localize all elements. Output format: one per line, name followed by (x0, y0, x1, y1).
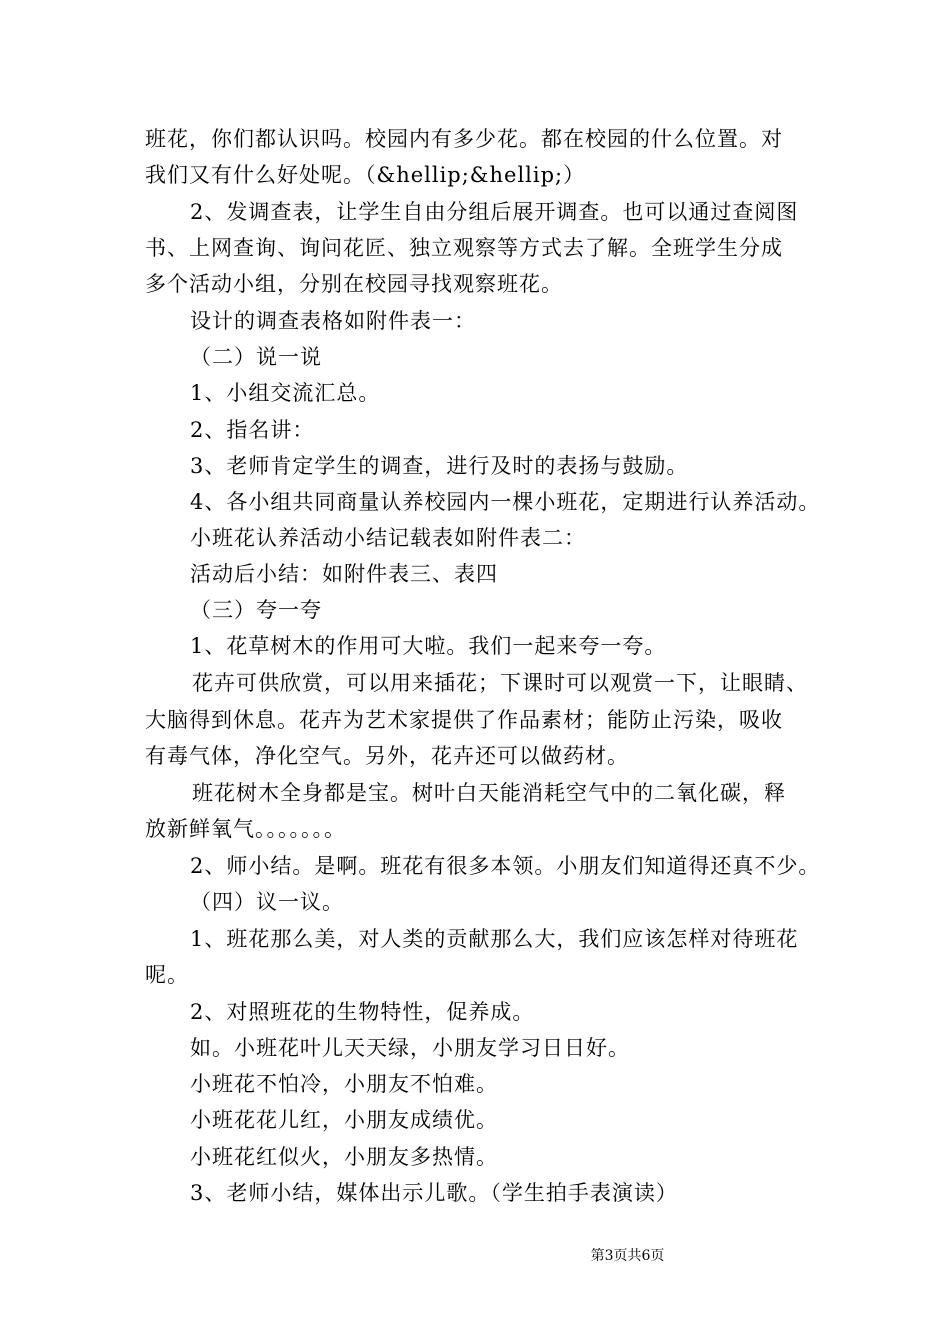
paragraph-line: 2、发调查表，让学生自由分组后展开调查。也可以通过查阅图 (190, 200, 799, 224)
paragraph-line: 花卉可供欣赏，可以用来插花；下课时可以观赏一下，让眼睛、 (192, 671, 808, 695)
section-heading: （三）夸一夸 (190, 598, 322, 622)
paragraph-line: 小班花不怕冷，小朋友不怕难。 (190, 1072, 498, 1096)
paragraph-line: 小班花花儿红，小朋友成绩优。 (190, 1108, 498, 1132)
paragraph-line: 1、小组交流汇总。 (190, 381, 381, 405)
paragraph-line: 小班花认养活动小结记载表如附件表二： (190, 526, 586, 550)
paragraph-line: 1、花草树木的作用可大啦。我们一起来夸一夸。 (190, 634, 667, 658)
paragraph-line: 3、老师小结，媒体出示儿歌。（学生拍手表演读） (190, 1181, 678, 1205)
paragraph-line: 有毒气体，净化空气。另外，花卉还可以做药材。 (145, 744, 629, 768)
section-heading: （四）议一议。 (190, 890, 344, 914)
paragraph-line: 2、指名讲： (190, 418, 315, 442)
paragraph-line: 1、班花那么美，对人类的贡献那么大，我们应该怎样对待班花 (190, 927, 799, 951)
paragraph-line: 3、老师肯定学生的调查，进行及时的表扬与鼓励。 (190, 454, 689, 478)
paragraph-line: 班花，你们都认识吗。校园内有多少花。都在校园的什么位置。对 (145, 127, 783, 151)
paragraph-line: 多个活动小组，分别在校园寻找观察班花。 (145, 272, 563, 296)
paragraph-line: 放新鲜氧气。。。。。。。 (145, 817, 346, 841)
paragraph-line: 我们又有什么好处呢。（&hellip;&hellip;） (145, 163, 586, 187)
paragraph-line: 活动后小结：如附件表三、表四 (190, 562, 498, 586)
paragraph-line: 如。小班花叶儿天天绿，小朋友学习日日好。 (190, 1036, 630, 1060)
paragraph-line: 班花树木全身都是宝。树叶白天能消耗空气中的二氧化碳，释 (192, 781, 786, 805)
paragraph-line: 2、对照班花的生物特性，促养成。 (190, 1000, 535, 1024)
paragraph-line: 大脑得到休息。花卉为艺术家提供了作品素材；能防止污染，吸收 (145, 708, 783, 732)
section-heading: （二）说一说 (190, 345, 322, 369)
paragraph-line: 小班花红似火，小朋友多热情。 (190, 1145, 498, 1169)
paragraph-line: 呢。 (145, 963, 189, 987)
paragraph-line: 设计的调查表格如附件表一： (190, 309, 476, 333)
paragraph-line: 4、各小组共同商量认养校园内一棵小班花，定期进行认养活动。 (190, 490, 821, 514)
paragraph-line: 书、上网查询、询问花匠、独立观察等方式去了解。全班学生分成 (145, 236, 783, 260)
page-number-footer: 第3页共6页 (590, 1248, 665, 1264)
paragraph-line: 2、师小结。是啊。班花有很多本领。小朋友们知道得还真不少。 (190, 854, 821, 878)
